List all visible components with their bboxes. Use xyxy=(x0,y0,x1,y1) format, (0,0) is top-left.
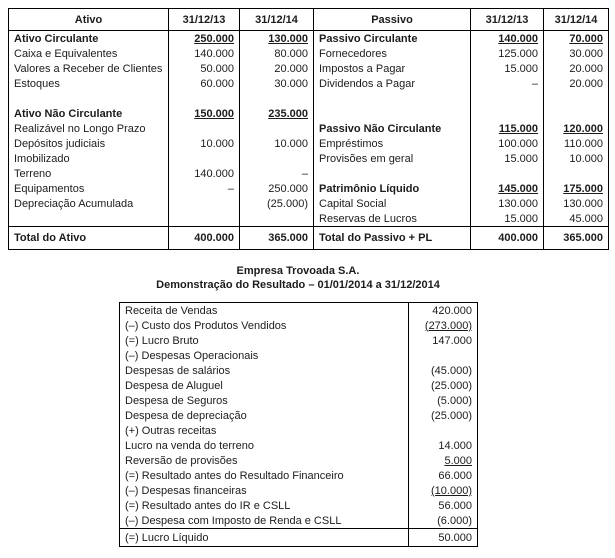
passivo-value-14: 30.000 xyxy=(544,46,609,61)
total-ativo-value-13: 400.000 xyxy=(169,227,240,250)
passivo-value-13: 125.000 xyxy=(471,46,544,61)
ativo-value-14: (25.000) xyxy=(240,196,314,211)
ativo-date1-header: 31/12/13 xyxy=(169,9,240,31)
passivo-value-14: 20.000 xyxy=(544,76,609,91)
passivo-row-label: Capital Social xyxy=(314,196,471,211)
balance-sheet-row xyxy=(9,76,609,91)
income-row-label: (–) Custo dos Produtos Vendidos xyxy=(125,319,287,332)
passivo-row-label: Passivo Não Circulante xyxy=(314,121,471,136)
income-statement-title: Demonstração do Resultado – 01/01/2014 a 31/12/2014 xyxy=(156,279,440,291)
income-row-label: Despesa de depreciação xyxy=(125,409,247,422)
income-row-value: (273.000) xyxy=(409,318,478,333)
ativo-value-13: 150.000 xyxy=(169,106,240,121)
net-income-row xyxy=(120,529,478,547)
passivo-value-13 xyxy=(471,106,544,121)
company-name: Empresa Trovoada S.A. xyxy=(236,265,360,277)
ativo-value-13 xyxy=(169,211,240,227)
income-statement-row xyxy=(120,393,478,408)
passivo-value-13: 15.000 xyxy=(471,151,544,166)
balance-sheet-row xyxy=(9,166,609,181)
ativo-row-label: Equipamentos xyxy=(9,181,169,196)
income-row-value: (45.000) xyxy=(409,363,478,378)
ativo-value-13: 140.000 xyxy=(169,46,240,61)
passivo-row-label: Reservas de Lucros xyxy=(314,211,471,227)
income-statement-row xyxy=(120,348,478,363)
income-row-value: (6.000) xyxy=(409,513,478,529)
total-ativo-value-14: 365.000 xyxy=(240,227,314,250)
ativo-value-13 xyxy=(169,91,240,106)
net-income-label: (=) Lucro Líquido xyxy=(120,529,409,547)
income-row-value: 14.000 xyxy=(409,438,478,453)
ativo-value-13: – xyxy=(169,181,240,196)
ativo-value-13: 250.000 xyxy=(169,31,240,47)
income-row-label: (–) Despesas financeiras xyxy=(125,484,247,497)
ativo-row-label: Ativo Não Circulante xyxy=(9,106,169,121)
ativo-value-14: – xyxy=(240,166,314,181)
balance-sheet-row xyxy=(9,121,609,136)
income-row-label: Receita de Vendas xyxy=(125,304,218,317)
passivo-row-label: Fornecedores xyxy=(314,46,471,61)
income-row-label: Reversão de provisões xyxy=(125,454,238,467)
ativo-value-14 xyxy=(240,91,314,106)
passivo-value-14: 175.000 xyxy=(544,181,609,196)
income-statement-row xyxy=(120,333,478,348)
passivo-date2-header: 31/12/14 xyxy=(544,9,609,31)
passivo-row-label: Dividendos a Pagar xyxy=(314,76,471,91)
passivo-value-14 xyxy=(544,166,609,181)
income-row-label: (=) Lucro Bruto xyxy=(125,334,199,347)
passivo-value-13: 130.000 xyxy=(471,196,544,211)
net-income-value: 50.000 xyxy=(409,529,478,547)
passivo-value-13: 100.000 xyxy=(471,136,544,151)
passivo-row-label xyxy=(314,166,471,181)
passivo-row-label: Impostos a Pagar xyxy=(314,61,471,76)
ativo-row-label: Depreciação Acumulada xyxy=(9,196,169,211)
passivo-row-label: Patrimônio Líquido xyxy=(314,181,471,196)
income-row-value xyxy=(409,423,478,438)
balance-sheet-total-row xyxy=(9,227,609,250)
income-row-value xyxy=(409,348,478,363)
income-statement-table xyxy=(119,302,478,547)
ativo-value-14 xyxy=(240,121,314,136)
income-statement-row xyxy=(120,438,478,453)
income-row-label: Lucro na venda do terreno xyxy=(125,439,255,452)
passivo-row-label xyxy=(314,106,471,121)
total-passivo-value-14: 365.000 xyxy=(544,227,609,250)
passivo-value-13: 145.000 xyxy=(471,181,544,196)
income-statement-row xyxy=(120,513,478,529)
ativo-row-label: Realizável no Longo Prazo xyxy=(9,121,169,136)
income-row-value: 56.000 xyxy=(409,498,478,513)
passivo-value-14: 130.000 xyxy=(544,196,609,211)
income-statement-row xyxy=(120,483,478,498)
passivo-value-13 xyxy=(471,91,544,106)
balance-sheet-header-row xyxy=(9,9,609,31)
balance-sheet-row xyxy=(9,106,609,121)
passivo-value-14: 110.000 xyxy=(544,136,609,151)
passivo-row-label: Empréstimos xyxy=(314,136,471,151)
balance-sheet-row xyxy=(9,196,609,211)
income-row-value: 147.000 xyxy=(409,333,478,348)
income-row-value: 5.000 xyxy=(409,453,478,468)
passivo-value-14: 45.000 xyxy=(544,211,609,227)
passivo-row-label: Provisões em geral xyxy=(314,151,471,166)
balance-sheet-row xyxy=(9,91,609,106)
income-row-label: (=) Resultado antes do IR e CSLL xyxy=(125,499,291,512)
ativo-date2-header: 31/12/14 xyxy=(240,9,314,31)
balance-sheet-row xyxy=(9,136,609,151)
ativo-row-label: Imobilizado xyxy=(9,151,169,166)
passivo-value-14 xyxy=(544,106,609,121)
ativo-value-14: 20.000 xyxy=(240,61,314,76)
ativo-value-13: 140.000 xyxy=(169,166,240,181)
income-row-value: (10.000) xyxy=(409,483,478,498)
income-statement-row xyxy=(120,318,478,333)
income-row-value: (5.000) xyxy=(409,393,478,408)
ativo-value-13 xyxy=(169,121,240,136)
ativo-value-14 xyxy=(240,211,314,227)
ativo-row-label: Estoques xyxy=(9,76,169,91)
ativo-value-14: 30.000 xyxy=(240,76,314,91)
passivo-value-14: 120.000 xyxy=(544,121,609,136)
passivo-value-14 xyxy=(544,91,609,106)
income-statement-row xyxy=(120,303,478,319)
income-row-value: 420.000 xyxy=(409,303,478,319)
balance-sheet-row xyxy=(9,211,609,227)
total-passivo-value-13: 400.000 xyxy=(471,227,544,250)
ativo-row-label xyxy=(9,211,169,227)
passivo-row-label: Passivo Circulante xyxy=(314,31,471,47)
balance-sheet-row xyxy=(9,46,609,61)
passivo-value-14: 20.000 xyxy=(544,61,609,76)
passivo-value-13: 115.000 xyxy=(471,121,544,136)
income-row-label: Despesa de Seguros xyxy=(125,394,228,407)
ativo-row-label xyxy=(9,91,169,106)
ativo-value-13 xyxy=(169,196,240,211)
ativo-column-header: Ativo xyxy=(9,9,169,31)
ativo-value-13 xyxy=(169,151,240,166)
income-row-value: (25.000) xyxy=(409,408,478,423)
ativo-value-14: 250.000 xyxy=(240,181,314,196)
income-row-label: (–) Despesa com Imposto de Renda e CSLL xyxy=(125,514,342,527)
passivo-value-13 xyxy=(471,166,544,181)
income-statement-row xyxy=(120,453,478,468)
income-statement-row xyxy=(120,378,478,393)
income-row-label: Despesa de Aluguel xyxy=(125,379,223,392)
income-row-label: (+) Outras receitas xyxy=(125,424,217,437)
ativo-row-label: Caixa e Equivalentes xyxy=(9,46,169,61)
ativo-row-label: Depósitos judiciais xyxy=(9,136,169,151)
income-statement-section xyxy=(119,264,477,547)
income-row-value: 66.000 xyxy=(409,468,478,483)
balance-sheet-row xyxy=(9,61,609,76)
ativo-row-label: Ativo Circulante xyxy=(9,31,169,47)
income-statement-row xyxy=(120,498,478,513)
ativo-value-14: 10.000 xyxy=(240,136,314,151)
balance-sheet-row xyxy=(9,181,609,196)
passivo-row-label xyxy=(314,91,471,106)
income-row-value: (25.000) xyxy=(409,378,478,393)
ativo-value-14 xyxy=(240,151,314,166)
ativo-value-13: 10.000 xyxy=(169,136,240,151)
ativo-value-14: 235.000 xyxy=(240,106,314,121)
ativo-value-13: 50.000 xyxy=(169,61,240,76)
passivo-value-14: 10.000 xyxy=(544,151,609,166)
total-passivo-label: Total do Passivo + PL xyxy=(314,227,471,250)
passivo-value-14: 70.000 xyxy=(544,31,609,47)
income-statement-row xyxy=(120,423,478,438)
ativo-value-14: 80.000 xyxy=(240,46,314,61)
passivo-value-13: – xyxy=(471,76,544,91)
ativo-value-14: 130.000 xyxy=(240,31,314,47)
ativo-row-label: Valores a Receber de Clientes xyxy=(9,61,169,76)
ativo-value-13: 60.000 xyxy=(169,76,240,91)
income-row-label: (–) Despesas Operacionais xyxy=(125,349,259,362)
income-statement-row xyxy=(120,468,478,483)
income-statement-row xyxy=(120,408,478,423)
income-row-label: Despesas de salários xyxy=(125,364,231,377)
passivo-column-header: Passivo xyxy=(314,9,471,31)
ativo-row-label: Terreno xyxy=(9,166,169,181)
income-statement-row xyxy=(120,363,478,378)
balance-sheet-table xyxy=(8,8,609,250)
passivo-value-13: 15.000 xyxy=(471,61,544,76)
balance-sheet-row xyxy=(9,31,609,47)
passivo-date1-header: 31/12/13 xyxy=(471,9,544,31)
balance-sheet-row xyxy=(9,151,609,166)
passivo-value-13: 140.000 xyxy=(471,31,544,47)
total-ativo-label: Total do Ativo xyxy=(9,227,169,250)
passivo-value-13: 15.000 xyxy=(471,211,544,227)
income-row-label: (=) Resultado antes do Resultado Financeiro xyxy=(125,469,344,482)
